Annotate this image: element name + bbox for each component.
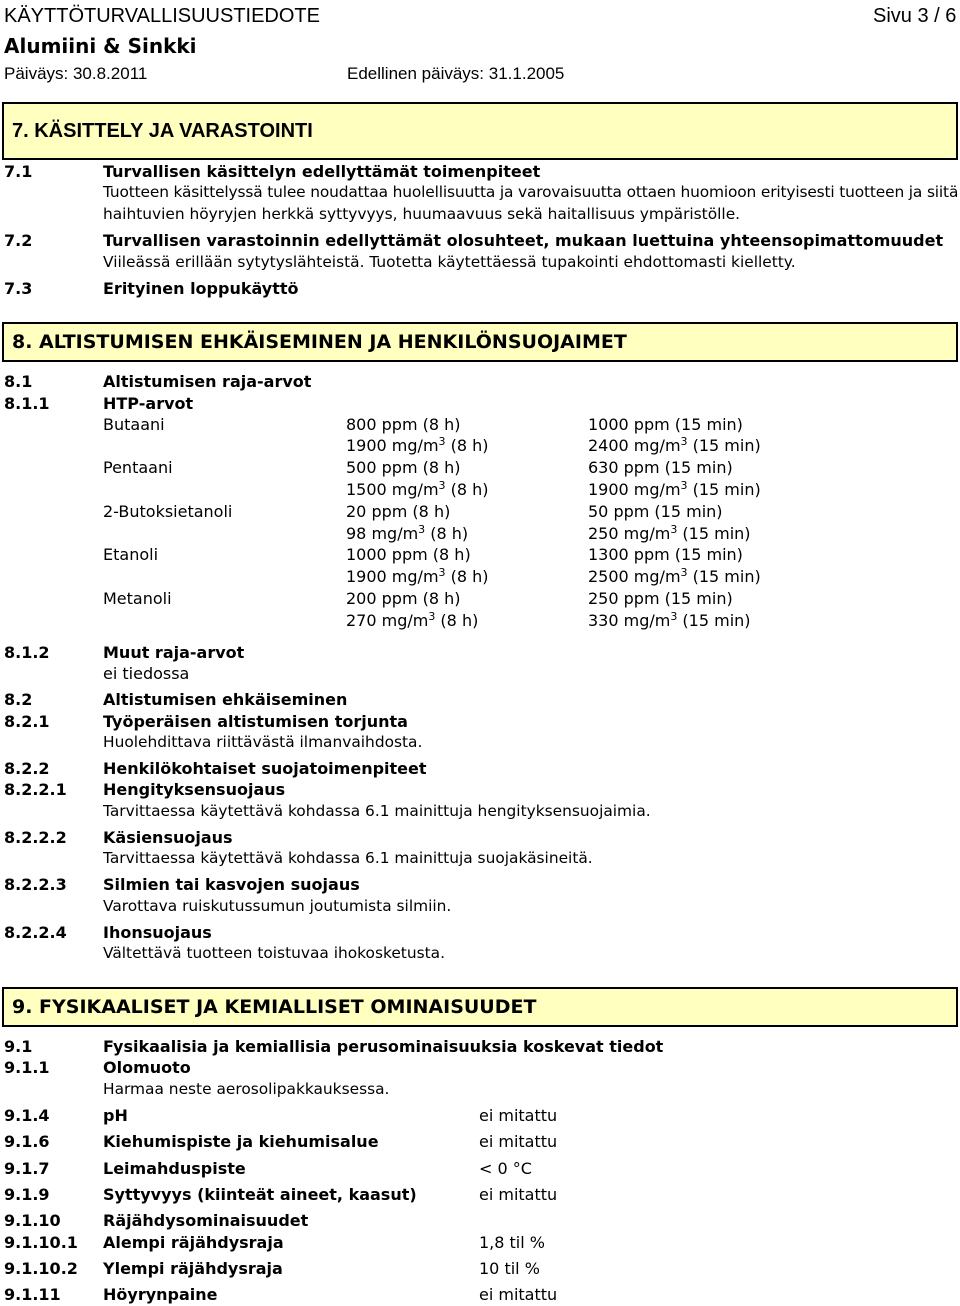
- property-label: Höyrynpaine: [103, 1285, 218, 1304]
- limit-8h-ppm: 200 ppm (8 h): [346, 589, 461, 608]
- section-number: 8.2: [4, 690, 33, 709]
- section-number: 8.2.2.2: [4, 828, 67, 847]
- limit-8h-mg: 1900 $mg/m^3$ (8 h): [346, 566, 489, 586]
- subsection-title: Käsiensuojaus: [103, 828, 233, 847]
- limit-8h-ppm: 20 ppm (8 h): [346, 502, 451, 521]
- limit-15min-mg: 1900 $mg/m^3$ (15 min): [588, 479, 761, 499]
- limit-8h-mg: 1500 $mg/m^3$ (8 h): [346, 479, 489, 499]
- substance-name: Butaani: [103, 415, 165, 434]
- section-number: 8.2.2.1: [4, 780, 67, 799]
- property-number: 9.1.10.2: [4, 1259, 78, 1278]
- section-number: 7.3: [4, 279, 33, 298]
- property-label: Leimahduspiste: [103, 1159, 246, 1178]
- subsection-title: Muut raja-arvot: [103, 643, 245, 662]
- limit-15min-mg: 330 $mg/m^3$ (15 min): [588, 610, 751, 630]
- property-value: ei mitattu: [479, 1185, 558, 1204]
- property-value: ei mitattu: [479, 1106, 558, 1125]
- limit-15min-mg: 2500 $mg/m^3$ (15 min): [588, 566, 761, 586]
- body-text: Varottava ruiskutussumun joutumista silmiin.: [103, 897, 452, 915]
- substance-name: 2-Butoksietanoli: [103, 502, 233, 521]
- body-text: haihtuvien höyryjen herkkä syttyvyys, huumaavuus sekä haitallisuus ympäristölle.: [103, 205, 741, 223]
- section-number: 8.2.2.4: [4, 923, 67, 942]
- section-number: 8.2.2.3: [4, 875, 67, 894]
- page-number: Sivu 3 / 6: [873, 5, 957, 27]
- subsection-title: Erityinen loppukäyttö: [103, 279, 299, 298]
- document-title: KÄYTTÖTURVALLISUUSTIEDOTE: [4, 5, 320, 27]
- property-label: Kiehumispiste ja kiehumisalue: [103, 1132, 379, 1151]
- body-text: Vältettävä tuotteen toistuvaa ihokosketusta.: [103, 944, 445, 962]
- subsection-title: HTP-arvot: [103, 394, 194, 413]
- property-value: ei mitattu: [479, 1285, 558, 1304]
- section-number: 7.1: [4, 162, 33, 181]
- product-name: Alumiini & Sinkki: [4, 34, 197, 58]
- subsection-title: Olomuoto: [103, 1058, 191, 1077]
- property-label: Ylempi räjähdysraja: [103, 1259, 283, 1278]
- section-9-title: 9. FYSIKAALISET JA KEMIALLISET OMINAISUUDET: [12, 996, 537, 1018]
- property-number: 9.1.6: [4, 1132, 50, 1151]
- property-value: < 0 °C: [479, 1159, 532, 1178]
- property-value: ei mitattu: [479, 1132, 558, 1151]
- limit-15min-ppm: 630 ppm (15 min): [588, 458, 733, 477]
- body-text: Huolehdittava riittävästä ilmanvaihdosta.: [103, 733, 423, 751]
- limit-8h-mg: 1900 $mg/m^3$ (8 h): [346, 435, 489, 455]
- subsection-title: Fysikaalisia ja kemiallisia perusominaisuuksia koskevat tiedot: [103, 1037, 664, 1056]
- property-value: 1,8 til %: [479, 1233, 545, 1252]
- body-text: Tuotteen käsittelyssä tulee noudattaa huolellisuutta ja varovaisuutta ottaen huomioon erityisesti tuotteen ja siitä: [103, 183, 959, 201]
- section-8-title: 8. ALTISTUMISEN EHKÄISEMINEN JA HENKILÖNSUOJAIMET: [12, 331, 627, 353]
- section-8-header: [2, 322, 958, 362]
- subsection-title: Turvallisen käsittelyn edellyttämät toimenpiteet: [103, 162, 541, 181]
- section-number: 9.1.1: [4, 1058, 50, 1077]
- body-text: ei tiedossa: [103, 664, 190, 683]
- subsection-title: Turvallisen varastoinnin edellyttämät olosuhteet, mukaan luettuina yhteensopimattomuudet: [103, 231, 944, 250]
- limit-8h-ppm: 1000 ppm (8 h): [346, 545, 471, 564]
- limit-15min-ppm: 1000 ppm (15 min): [588, 415, 743, 434]
- section-number: 8.2.2: [4, 759, 50, 778]
- subsection-title: Henkilökohtaiset suojatoimenpiteet: [103, 759, 427, 778]
- substance-name: Etanoli: [103, 545, 159, 564]
- property-label: pH: [103, 1106, 128, 1125]
- substance-name: Metanoli: [103, 589, 172, 608]
- subsection-title: Altistumisen raja-arvot: [103, 372, 312, 391]
- limit-15min-ppm: 250 ppm (15 min): [588, 589, 733, 608]
- section-9-header: [2, 987, 958, 1027]
- property-number: 9.1.10: [4, 1211, 61, 1230]
- limit-15min-mg: 2400 $mg/m^3$ (15 min): [588, 435, 761, 455]
- subsection-title: Altistumisen ehkäiseminen: [103, 690, 348, 709]
- section-number: 8.2.1: [4, 712, 50, 731]
- property-number: 9.1.9: [4, 1185, 50, 1204]
- limit-8h-ppm: 500 ppm (8 h): [346, 458, 461, 477]
- property-label: Räjähdysominaisuudet: [103, 1211, 309, 1230]
- section-7-header: [2, 102, 958, 160]
- property-number: 9.1.11: [4, 1285, 61, 1304]
- property-value: 10 til %: [479, 1259, 540, 1278]
- section-7-title: 7. KÄSITTELY JA VARASTOINTI: [12, 120, 313, 142]
- property-label: Alempi räjähdysraja: [103, 1233, 284, 1252]
- previous-date: Edellinen päiväys: 31.1.2005: [347, 64, 565, 83]
- subsection-title: Ihonsuojaus: [103, 923, 212, 942]
- property-number: 9.1.10.1: [4, 1233, 78, 1252]
- body-text: Harmaa neste aerosolipakkauksessa.: [103, 1080, 390, 1098]
- limit-15min-mg: 250 $mg/m^3$ (15 min): [588, 523, 751, 543]
- section-number: 8.1.1: [4, 394, 50, 413]
- section-number: 7.2: [4, 231, 33, 250]
- substance-name: Pentaani: [103, 458, 173, 477]
- subsection-title: Hengityksensuojaus: [103, 780, 286, 799]
- limit-8h-mg: 270 $mg/m^3$ (8 h): [346, 610, 479, 630]
- subsection-title: Silmien tai kasvojen suojaus: [103, 875, 360, 894]
- property-label: Syttyvyys (kiinteät aineet, kaasut): [103, 1185, 417, 1204]
- property-number: 9.1.7: [4, 1159, 50, 1178]
- limit-8h-mg: 98 $mg/m^3$ (8 h): [346, 523, 469, 543]
- limit-15min-ppm: 50 ppm (15 min): [588, 502, 723, 521]
- body-text: Tarvittaessa käytettävä kohdassa 6.1 mainittuja suojakäsineitä.: [103, 849, 593, 867]
- section-number: 8.1.2: [4, 643, 50, 662]
- body-text: Tarvittaessa käytettävä kohdassa 6.1 mainittuja hengityksensuojaimia.: [103, 802, 651, 820]
- property-number: 9.1.4: [4, 1106, 50, 1125]
- body-text: Viileässä erillään sytytyslähteistä. Tuotetta käytettäessä tupakointi ehdottomasti kielletty.: [103, 253, 796, 271]
- limit-8h-ppm: 800 ppm (8 h): [346, 415, 461, 434]
- issue-date: Päiväys: 30.8.2011: [4, 64, 148, 83]
- limit-15min-ppm: 1300 ppm (15 min): [588, 545, 743, 564]
- subsection-title: Työperäisen altistumisen torjunta: [103, 712, 408, 731]
- section-number: 9.1: [4, 1037, 33, 1056]
- section-number: 8.1: [4, 372, 33, 391]
